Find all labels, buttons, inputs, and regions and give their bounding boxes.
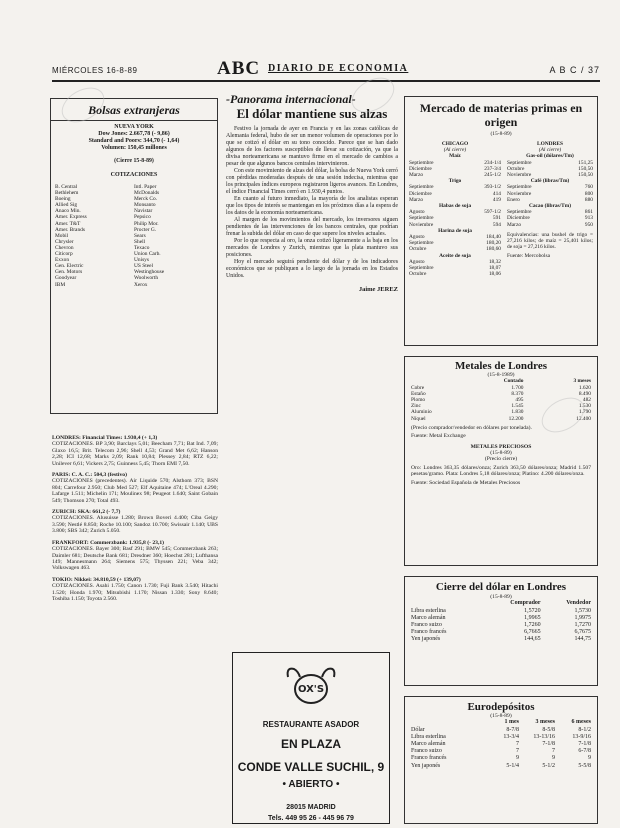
euro-row-cell-2: 13-13/16	[533, 733, 555, 740]
euro-row	[411, 763, 591, 770]
londres-row-value: 150,50	[578, 165, 593, 172]
chicago-row-value: 234-1/4	[484, 159, 501, 166]
chicago-row-label: Agosto	[409, 234, 425, 241]
euro-row	[411, 741, 591, 748]
chicago-row-value: 419	[492, 196, 501, 203]
metales-row-cell-2: 482	[582, 397, 591, 404]
chicago-row-value: 591	[492, 215, 501, 222]
londres-row	[507, 222, 593, 228]
header-page-number: A B C / 37	[549, 65, 600, 75]
stock-item: Chevron	[55, 244, 74, 251]
chicago-row-label: Habas de soja	[438, 203, 472, 210]
metales-box	[404, 356, 598, 566]
ad-line1: EN PLAZA	[281, 737, 341, 751]
metales-row-cell-0: Cobre	[411, 384, 425, 391]
dolar-table	[405, 600, 597, 643]
standard-poors: Standard and Poors: 344,70 (- 1,64)	[88, 138, 180, 144]
chicago-row-label: Diciembre	[409, 165, 432, 172]
chicago-row-label: Septiembre	[409, 184, 434, 191]
chicago-row-label: Maíz	[449, 153, 461, 160]
metales-row-cell-0: Aluminio	[411, 409, 432, 416]
stock-item: Navistar	[134, 208, 153, 215]
bolsas-markets	[50, 430, 220, 602]
market-zurich	[50, 509, 220, 535]
metales-col-tres: 3 meses	[573, 378, 591, 385]
euro-row-cell-0: Franco suizo	[411, 748, 442, 755]
stock-item: IBM	[55, 281, 66, 288]
londres-row-value: 760	[584, 184, 593, 191]
stock-item: Exxon	[55, 257, 70, 264]
euro-row-cell-3: 8-1/2	[578, 726, 591, 733]
chicago-row-label: Agosto	[409, 258, 425, 265]
chicago-heading: CHICAGO	[441, 141, 469, 147]
metales-row-cell-0: Estaño	[411, 390, 426, 397]
chicago-row-label: Diciembre	[409, 190, 432, 197]
advertisement	[232, 652, 390, 824]
ad-zip: 28015 MADRID	[286, 804, 336, 811]
chicago-row-value: 184,40	[486, 234, 501, 241]
euro-rows	[411, 727, 591, 770]
stock-list-right	[134, 184, 213, 288]
euro-row-cell-2: 7	[552, 748, 555, 755]
metales-row-cell-1: 495	[515, 397, 524, 404]
dolar-row-cell-2: 1,9975	[574, 614, 591, 621]
metales-note: (Precio comprador/vendedor en dólares por tonelada).	[411, 424, 532, 431]
dolar-row-cell-1: 6,7665	[524, 629, 541, 636]
header-section: DIARIO DE ECONOMIA	[268, 63, 409, 74]
chicago-row-value: 18,07	[488, 265, 501, 272]
euro-row-cell-0: Libra esterlina	[411, 733, 446, 740]
stock-item: Shell	[134, 238, 146, 245]
londres-row-label: Octubre	[507, 165, 525, 172]
euro-col-3: 6 meses	[571, 719, 591, 726]
stock-list-left	[55, 184, 134, 288]
stock-item: Mobil	[55, 232, 69, 239]
column-markets	[404, 86, 600, 814]
chicago-row-value: 18,06	[488, 271, 501, 278]
dolar-row-cell-1: 1,9965	[524, 614, 541, 621]
londres-row-label: Gas-oil (dólares/Tm)	[526, 153, 574, 160]
stock-item: Xerox	[134, 281, 148, 288]
stock-item: Bethlehem	[55, 190, 79, 197]
euro-row-cell-1: 8-7/8	[506, 726, 519, 733]
dolar-row-cell-0: Marco alemán	[411, 614, 446, 621]
londres-row-value: 861	[584, 209, 593, 216]
chicago-row-label: Agosto	[409, 209, 425, 216]
stock-item: Chrysler	[55, 238, 74, 245]
stock-item: US Steel	[134, 263, 154, 270]
metales-row-cell-2: 1.790	[578, 409, 591, 416]
page-header	[52, 58, 600, 80]
chicago-row-value: 414	[492, 190, 501, 197]
mercado-date: (15-8-89)	[490, 131, 512, 137]
euro-row-cell-3: 7-1/8	[578, 741, 591, 748]
stock-item: Pepsico	[134, 214, 151, 221]
euro-row-cell-1: 13-3/4	[503, 733, 519, 740]
ad-open: • ABIERTO •	[282, 779, 340, 790]
dolar-date: (15-8-89)	[490, 594, 512, 600]
dolar-row-cell-0: Franco francés	[411, 629, 447, 636]
stock-item: Merck Co.	[134, 196, 158, 203]
market-tokio	[50, 577, 220, 603]
euro-row-cell-3: 5-5/8	[578, 762, 591, 769]
euro-row-cell-2: 9	[552, 755, 555, 762]
market-paris	[50, 472, 220, 504]
dolar-row-cell-2: 1,7270	[574, 622, 591, 629]
euro-row-cell-1: 5-1/4	[506, 762, 519, 769]
dolar-header-row	[411, 600, 591, 607]
panorama-paragraph: Festivo la jornada de ayer en Francia y en las zonas católicas de Alemania federal, hubo de ser un menor volumen de operaciones por lo que se cotizó el dólar en su tono conocido. Parece que se han dado algunos de los factores susceptibles de llevar su cotización, ya que la divisa norteamericana se mantuvo firme en el mercado de cambios a pesar de que algunos bancos centrales intervinieron.	[226, 126, 398, 167]
chicago-row-value: 18,32	[488, 258, 501, 265]
chicago-row-label: Septiembre	[409, 159, 434, 166]
londres-column	[501, 141, 593, 277]
londres-row-label: Enero	[507, 196, 520, 203]
chicago-row-label: Septiembre	[409, 215, 434, 222]
preciosos-text: Oro: Londres 363,35 dólares/onza; Zurich 363,50 dólares/onza; Madrid 1.507 pesetas/gramo. Plata: Londres 5,18 dólares/onza; Platino: 4.200 dólares/onza.	[411, 464, 591, 478]
stock-item: Intl. Paper	[134, 184, 157, 190]
stock-item: Amer. Brands	[55, 226, 85, 233]
stock-item: Gen. Electric	[55, 263, 84, 270]
stock-item: McDonalds	[134, 190, 160, 197]
euro-row-cell-0: Yen japonés	[411, 762, 441, 769]
euro-row-cell-2: 5-1/2	[542, 762, 555, 769]
dolar-box	[404, 576, 598, 686]
volume: Volumen: 150,45 millones	[101, 145, 167, 151]
euro-row-cell-0: Franco francés	[411, 755, 447, 762]
bolsas-box	[50, 98, 218, 414]
euro-col-1: 1 mes	[504, 719, 519, 726]
header-rule	[52, 80, 600, 82]
panorama-headline: El dólar mantiene sus alzas	[236, 106, 388, 121]
chicago-row-value: 594	[492, 221, 501, 228]
preciosos-date: (15-8-89)	[490, 450, 512, 457]
ad-logo-text: OX'S	[297, 684, 325, 695]
chicago-row-value: 393-1/2	[484, 184, 501, 191]
column-bolsas	[50, 86, 220, 814]
metales-row-cell-1: 1.700	[511, 384, 524, 391]
mercado-box	[404, 96, 598, 346]
dolar-row-cell-1: 1,7260	[524, 622, 541, 629]
london-heading: LONDRES: Financial Times: 1.930,4 (+ 1,3)	[52, 435, 158, 441]
chicago-rows	[409, 153, 501, 277]
dolar-title: Cierre del dólar en Londres	[435, 581, 567, 593]
euro-row-cell-3: 6-7/8	[578, 748, 591, 755]
dolar-row-cell-1: 144,65	[524, 636, 541, 643]
londres-rows	[507, 153, 593, 227]
stock-item: Westinghouse	[134, 269, 165, 276]
stock-item: Woolworth	[134, 275, 159, 282]
mercado-title: Mercado de materias primas en origen	[419, 101, 583, 129]
chicago-row-value: 597-1/2	[484, 209, 501, 216]
cotizaciones-heading: COTIZACIONES	[110, 172, 158, 178]
londres-row-value: 800	[584, 190, 593, 197]
chicago-row-label: Septiembre	[409, 265, 434, 272]
dolar-row-cell-0: Franco suizo	[411, 622, 442, 629]
ad-tel: Tels. 449 95 26 - 445 96 79	[268, 815, 354, 822]
chicago-row-label: Trigo	[448, 178, 462, 185]
metales-row-cell-1: 8.370	[511, 390, 524, 397]
ad-line2: CONDE VALLE SUCHIL, 9	[237, 760, 385, 774]
euro-header-row	[411, 719, 591, 726]
euro-row-cell-0: Marco alemán	[411, 741, 446, 748]
londres-row-value: 150,50	[578, 172, 593, 179]
dolar-row-cell-2: 144,75	[574, 636, 591, 643]
londres-sub: (Al cierre)	[538, 147, 562, 154]
dolar-row-cell-0: Yen japonés	[411, 636, 441, 643]
euro-title: Eurodepósitos	[467, 701, 535, 713]
chicago-row-label: Marzo	[409, 196, 424, 203]
panorama-paragraph: Por lo que respecta al oro, la onza cotizó ligeramente a la baja en los mercados de Londres y Zurich, mientras que la plata mantuvo sus posiciones.	[226, 238, 398, 258]
euro-date: (15-8-89)	[490, 713, 512, 719]
chicago-row-label: Harina de soja	[438, 227, 472, 234]
dow-jones: Dow Jones: 2.667,78 (- 9,86)	[98, 131, 170, 137]
bolsas-title: Bolsas extranjeras	[51, 99, 217, 121]
tokio-text: COTIZACIONES. Asahi 1.750; Canon 1.730; Fuji Bank 3.540; Hitachi 1.520; Honda 1.970; Mitsubishi 1.170; Nissan 1.330; Sony 8.640; Toshiba 1.150; Toyota 2.560.	[52, 583, 218, 602]
column-panorama	[226, 86, 399, 822]
euro-box	[404, 696, 598, 824]
metales-col-contado: Contado	[503, 378, 524, 385]
paris-heading: PARIS: C. A. C.: 504,3 (festivo)	[52, 472, 127, 479]
stock-list	[51, 178, 217, 288]
chicago-row-label: Octubre	[409, 246, 427, 253]
euro-row	[411, 734, 591, 741]
london-text: COTIZACIONES. BP 3,90; Barclays 5,01; Beecham 7,71; Bat Ind. 7,09; Glaxo 16,5; Brit. Telecom 2,96; Shell 4,53; Grand Met 6,62; Hanson 2,28; ICI 12,68; Marks 2,09; Rank 10,84; Plessey 2,84; RTZ 6,22; Unilever 6,61; Vickers 2,75; Guinness 5,45; Thorn EMI 7,50.	[52, 441, 218, 467]
panorama-paragraph: Al margen de los movimientos del mercado, los inversores siguen pendientes de las intervenciones de los bancos centrales, que podrían frenar la subida del dólar en caso de que supere los niveles actuales.	[226, 217, 398, 237]
londres-row-label: Noviembre	[507, 172, 532, 179]
zurich-heading: ZURICH: SKA: 661,2 (- 7,7)	[52, 509, 121, 516]
market-london	[50, 435, 220, 467]
ox-logo-icon	[284, 663, 338, 705]
euro-row-cell-1: 7	[516, 741, 519, 748]
tokio-heading: TOKIO: Nikkei: 34.810,59 (+ 139,07)	[52, 576, 141, 583]
chicago-row-label: Aceite de soja	[439, 252, 471, 259]
mercado-source: Fuente: Mercobolsa	[507, 253, 550, 260]
stock-item: Allied Sig	[55, 202, 78, 209]
header-logo: ABC	[217, 58, 261, 79]
stock-item: Goodyear	[55, 275, 77, 282]
chicago-row-value: 180,60	[486, 246, 501, 253]
dolar-row-cell-0: Libra esterlina	[411, 607, 446, 614]
stock-item: Citicorp	[55, 251, 73, 258]
dolar-row-cell-2: 1,5730	[574, 607, 591, 614]
dolar-rows	[411, 608, 591, 644]
market-frankfort	[50, 540, 220, 572]
dolar-row	[411, 615, 591, 622]
preciosos-sub: (Precio cierre)	[484, 456, 518, 463]
metales-row-cell-1: 1.545	[511, 403, 524, 410]
chicago-row-value: 180,20	[486, 240, 501, 247]
stock-item: B. Central	[55, 184, 78, 190]
metales-row-cell-2: 8.490	[578, 390, 591, 397]
ad-restaurant: RESTAURANTE ASADOR	[262, 720, 360, 729]
metales-row-cell-2: 1.620	[578, 384, 591, 391]
metales-row-cell-2: 1.530	[578, 403, 591, 410]
londres-row-label: Cacao (libras/Tm)	[528, 203, 572, 210]
londres-row-label: Café (libras/Tm)	[530, 178, 570, 185]
stock-item: Unisys	[134, 257, 149, 264]
metales-title: Metales de Londres	[454, 360, 548, 372]
londres-row-label: Septiembre	[507, 184, 532, 191]
metales-date: (15-8-1989)	[487, 372, 515, 378]
metales-row-cell-2: 12.400	[576, 415, 591, 422]
stock-item: Union Carb.	[134, 251, 161, 258]
chicago-row	[409, 271, 501, 277]
ny-block	[51, 124, 217, 152]
chicago-row-label: Octubre	[409, 271, 427, 278]
euro-table	[405, 719, 597, 769]
euro-row-cell-3: 13-9/16	[572, 733, 591, 740]
stock-item: Boeing	[55, 196, 71, 203]
chicago-row-label: Septiembre	[409, 240, 434, 247]
euro-row	[411, 727, 591, 734]
mercado-note: Equivalencias: una bushel de trigo = 27,216 kilos; de maíz = 25,401 kilos; de soja = 27,216 kilos.	[507, 231, 593, 251]
chicago-sub: (Al cierre)	[443, 147, 467, 154]
stock-item: Texaco	[134, 244, 150, 251]
metales-row-cell-1: 1.830	[511, 409, 524, 416]
stock-item: Amer. T&T	[55, 220, 81, 227]
euro-row-cell-2: 8-5/8	[542, 726, 555, 733]
metales-source: Fuente: Metal Exchange	[411, 433, 466, 440]
dolar-row	[411, 629, 591, 636]
panorama-paragraph: En cuanto al futuro inmediato, la mayoría de los analistas esperan que los tipos de interés se mantengan en los próximos días a la espera de los datos de la economía norteamericana.	[226, 196, 398, 216]
chicago-row-value: 237-3/4	[484, 165, 501, 172]
paris-text: COTIZACIONES (precedentes). Air Liquide 570; Alsthom 373; BSN 804; Carrefour 2.950; Club Med 527; Elf Aquitaine 474; L'Oreal 4.290; Lafarge 1.511; Michelin 171; Moulinex 98; Peugeot 1.640; Saint Gobain 549; Thomson 270; Total 493.	[52, 478, 218, 504]
dolar-row-cell-1: 1,5720	[524, 607, 541, 614]
metales-row-cell-0: Zinc	[411, 403, 421, 410]
euro-row	[411, 755, 591, 762]
londres-row-value: 913	[584, 215, 593, 222]
euro-col-2: 3 meses	[535, 719, 555, 726]
londres-row-value: 151,25	[578, 159, 593, 166]
metales-row-cell-0: Plomo	[411, 397, 426, 404]
preciosos-source: Fuente: Sociedad Española de Metales Preciosos	[411, 479, 521, 486]
chicago-column	[409, 141, 501, 277]
londres-heading: LONDRES	[536, 141, 564, 147]
stock-item: Monsanto	[134, 202, 156, 209]
dolar-row-cell-2: 6,7675	[574, 629, 591, 636]
euro-row-cell-2: 7-1/8	[542, 741, 555, 748]
ny-cierre: (Cierre 15-8-89)	[114, 158, 154, 164]
dolar-col-comprador: Comprador	[510, 600, 541, 607]
chicago-row-label: Noviembre	[409, 221, 434, 228]
metales-row-cell-1: 12.200	[508, 415, 524, 422]
euro-row-cell-1: 7	[516, 748, 519, 755]
panorama-kicker: -Panorama internacional-	[226, 92, 356, 106]
dolar-row	[411, 608, 591, 615]
londres-row-label: Septiembre	[507, 159, 532, 166]
panorama-body	[226, 126, 398, 280]
londres-row-label: Diciembre	[507, 215, 530, 222]
stock-item: Gen. Motors	[55, 269, 83, 276]
euro-row-cell-0: Dólar	[411, 726, 425, 733]
mercado-columns	[405, 137, 597, 277]
stock-item: Anaco Min.	[55, 208, 81, 215]
ny-heading: NUEVA YORK	[114, 124, 154, 130]
metales-row-cell-0: Níquel	[411, 415, 426, 422]
stock-item: Philip Mor.	[134, 220, 159, 227]
panorama-author: Jaime JEREZ	[358, 286, 398, 293]
frankfort-heading: FRANKFORT: Commerzbank: 1.935,8 (- 23,1)	[52, 539, 165, 546]
preciosos-heading: METALES PRECIOSOS	[470, 443, 532, 450]
euro-row-cell-1: 9	[516, 755, 519, 762]
frankfort-text: COTIZACIONES. Bayer 300; Basf 291; BMW 545; Commerzbank 263; Daimler 681; Deutsche Bank 681; Dresdner 360; Hoechst 281; Lufthansa 149; Mannesmann 264; Siemens 575; Thyssen 221; Veba 342; Volkswagen 463.	[52, 546, 218, 572]
dolar-col-vendedor: Vendedor	[566, 600, 591, 607]
stock-item: Procter G.	[134, 226, 157, 233]
londres-row-label: Marzo	[507, 221, 522, 228]
londres-row-value: 950	[584, 221, 593, 228]
dolar-row	[411, 636, 591, 643]
londres-row-label: Septiembre	[507, 209, 532, 216]
panorama-paragraph: Con este movimiento de alzas del dólar, la bolsa de Nueva York cerró con pérdidas moderadas después de una sesión indecisa, mientras que los principales índices europeos registraron ligeros avances. En Londres, el índice Financial Times cerró en 1.930,4 puntos.	[226, 168, 399, 195]
londres-row-value: 880	[584, 196, 593, 203]
londres-row-label: Noviembre	[507, 190, 532, 197]
panorama-paragraph: Hoy el mercado seguirá pendiente del dólar y de los indicadores económicos que se publiquen a lo largo de la jornada en los Estados Unidos.	[226, 259, 398, 279]
euro-row-cell-3: 9	[588, 755, 591, 762]
stock-item: Amer. Express	[55, 214, 87, 221]
chicago-row-value: 245-1/2	[484, 172, 501, 179]
header-date: MIÉRCOLES 16-8-89	[52, 66, 138, 75]
zurich-text: COTIZACIONES. Alusuisse 1.280; Brown Boveri 4.400; Ciba Geigy 3.590; Nestlé 8.850; Roche 10.100; Sandoz 10.700; Swissair 1.140; UBS 3.800; SBS 342; Zurich 5.050.	[52, 515, 218, 535]
stock-item: Sears	[134, 232, 146, 239]
chicago-row-label: Marzo	[409, 172, 424, 179]
